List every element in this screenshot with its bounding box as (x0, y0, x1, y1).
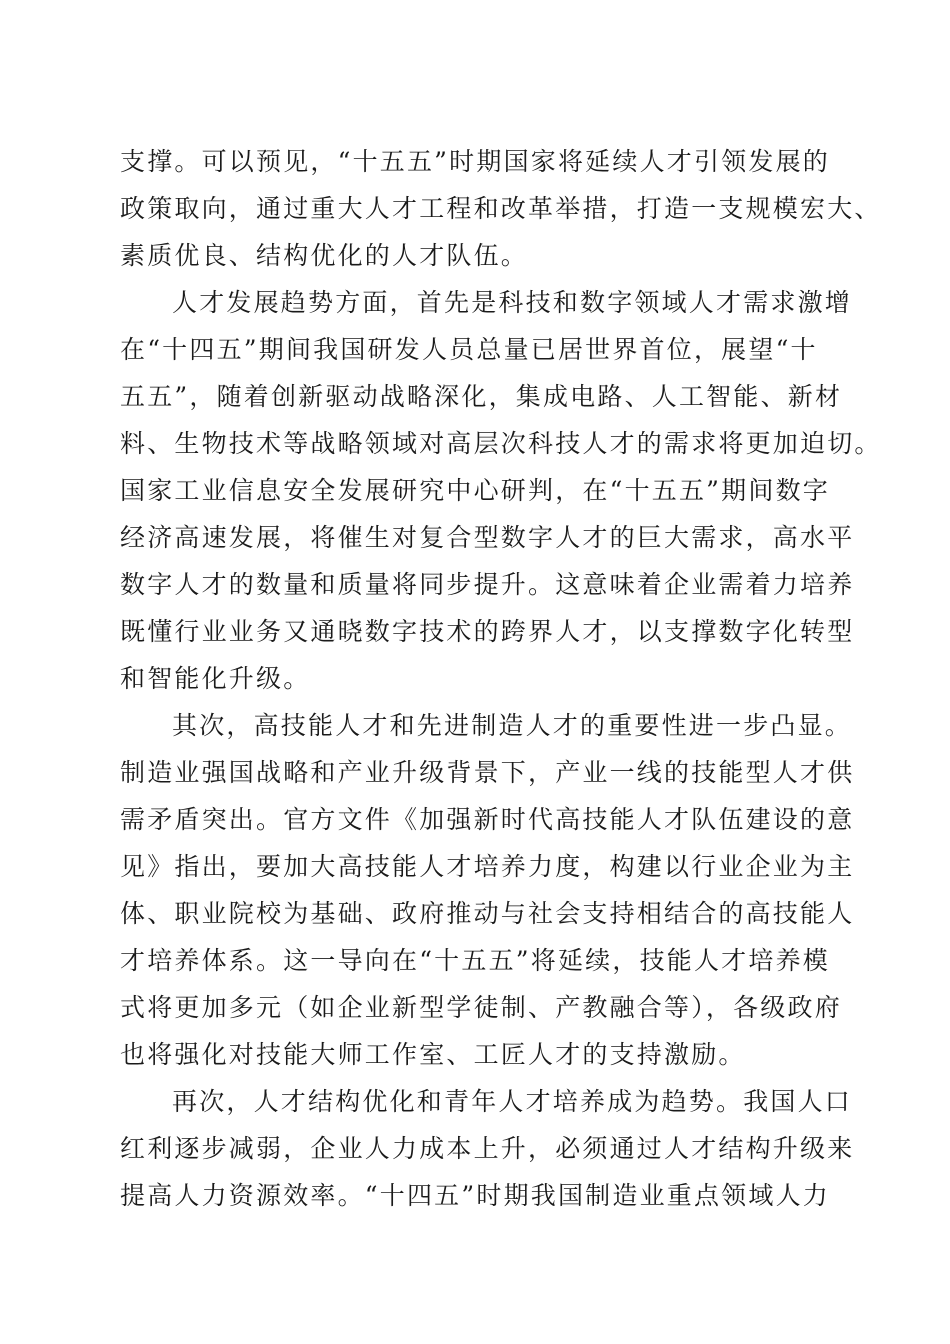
text-line: 支撑。可以预见，“十五五”时期国家将延续人才引领发展的 (120, 147, 830, 176)
text-line: 和智能化升级。 (120, 664, 311, 693)
text-line: 式将更加多元（如企业新型学徒制、产教融合等），各级政府 (120, 993, 842, 1022)
text-line: 在“十四五”期间我国研发人员总量已居世界首位，展望“十 (120, 335, 818, 364)
paragraph-start-line: 其次，高技能人才和先进制造人才的重要性进一步凸显。 (172, 711, 853, 740)
body-text (120, 138, 882, 1219)
text-line: 才培养体系。这一导向在“十五五”将延续，技能人才培养模 (120, 946, 830, 975)
text-line: 数字人才的数量和质量将同步提升。这意味着企业需着力培养 (120, 570, 855, 599)
text-line: 素质优良、结构优化的人才队伍。 (120, 241, 529, 270)
paragraph-start-line: 人才发展趋势方面，首先是科技和数字领域人才需求激增 (172, 288, 853, 317)
text-line: 体、职业院校为基础、政府推动与社会支持相结合的高技能人 (120, 899, 855, 928)
text-line: 国家工业信息安全发展研究中心研判，在“十五五”期间数字 (120, 476, 830, 505)
text-line: 需矛盾突出。官方文件《加强新时代高技能人才队伍建设的意 (120, 805, 855, 834)
paragraph-start-line: 再次，人才结构优化和青年人才培养成为趋势。我国人口 (172, 1087, 853, 1116)
text-line: 料、生物技术等战略领域对高层次科技人才的需求将更加迫切。 (120, 429, 882, 458)
text-line: 政策取向，通过重大人才工程和改革举措，打造一支规模宏大、 (120, 194, 882, 223)
text-line: 也将强化对技能大师工作室、工匠人才的支持激励。 (120, 1040, 746, 1069)
text-line: 五五”，随着创新驱动战略深化，集成电路、人工智能、新材 (120, 382, 843, 411)
text-line: 提高人力资源效率。“十四五”时期我国制造业重点领域人力 (120, 1181, 830, 1210)
text-line: 经济高速发展，将催生对复合型数字人才的巨大需求，高水平 (120, 523, 855, 552)
text-line: 既懂行业业务又通晓数字技术的跨界人才，以支撑数字化转型 (120, 617, 855, 646)
text-line: 制造业强国战略和产业升级背景下，产业一线的技能型人才供 (120, 758, 855, 787)
text-line: 见》指出，要加大高技能人才培养力度，构建以行业企业为主 (120, 852, 855, 881)
text-line: 红利逐步减弱，企业人力成本上升，必须通过人才结构升级来 (120, 1134, 855, 1163)
